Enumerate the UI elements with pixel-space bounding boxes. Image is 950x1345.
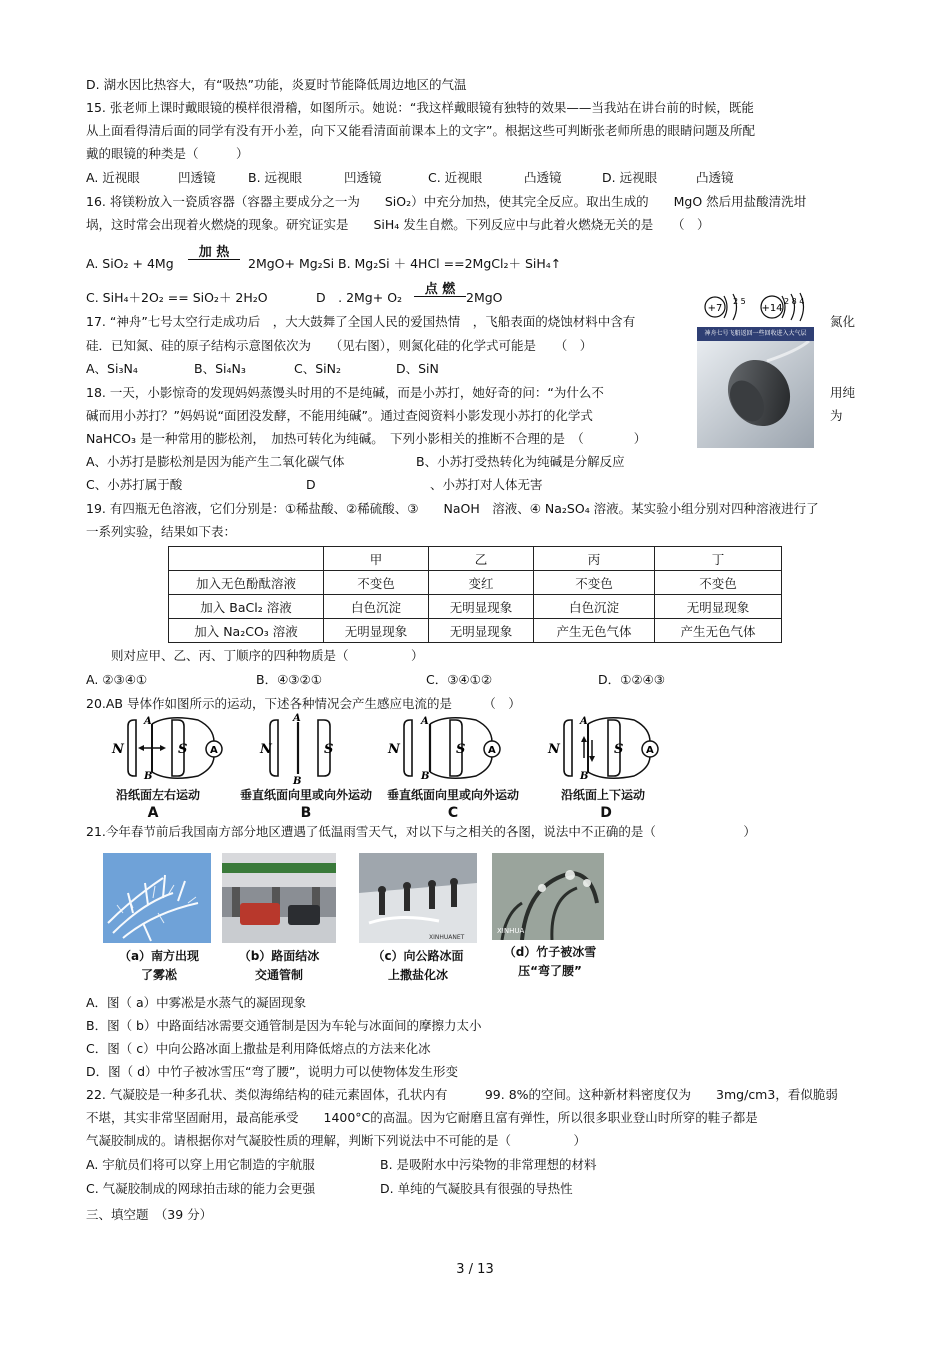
toll-station-icon [222, 853, 336, 943]
q16-reaction-arrow [188, 259, 240, 260]
table-header-cell: 甲 [324, 547, 429, 571]
q16-eq-c: C. SiH₄＋2O₂ == SiO₂＋ 2H₂O [86, 290, 268, 305]
q20-figure-d [544, 712, 664, 784]
table-header-cell [169, 547, 324, 571]
nitrogen-shells: 2 5 [733, 297, 746, 306]
spacecraft-icon [697, 341, 814, 448]
pole-s-label: S [456, 742, 466, 757]
road-workers-icon [359, 853, 477, 943]
table-header-cell: 乙 [429, 547, 534, 571]
q22-option-c: C. 气凝胶制成的网球拍击球的能力会更强 [86, 1181, 316, 1196]
q19-options [86, 672, 706, 688]
table-row [169, 619, 782, 643]
q21-caption-a-1: （a）南方出现 [118, 949, 200, 963]
table-cell: 不变色 [655, 571, 782, 595]
q19-stem-3: 则对应甲、乙、丙、丁顺序的四种物质是（ ） [86, 648, 424, 663]
q21-option-b: B．图（ b）中路面结冰需要交通管制是因为车轮与冰面间的摩擦力太小 [86, 1018, 482, 1033]
salting-road-photo [359, 853, 477, 943]
q17-option: B、Si₄N₃ [194, 361, 246, 376]
q17-stem-1: 17. “神舟”七号太空行走成功后 ，大大鼓舞了全国人民的爱国热情 ，飞船表面的烧蚀材料中含有 [86, 314, 636, 329]
q22-options [86, 1157, 726, 1197]
q22-stem-1: 22. 气凝胶是一种多孔状、类似海绵结构的硅元素固体，孔状内有 99. 8%的空间。这种新材料密度仅为 3mg/cm3，看似脆弱 [86, 1087, 838, 1102]
q17-option: A、Si₃N₄ [86, 361, 138, 376]
silicon-shells: 2 8 4 [784, 297, 805, 306]
q22-option-d: D. 单纯的气凝胶具有很强的导热性 [380, 1181, 573, 1196]
point-a-label: A [421, 716, 429, 727]
point-b-label: B [293, 776, 302, 784]
section-heading: 三、填空题 （39 分） [86, 1207, 213, 1222]
spacecraft-reentry-photo [697, 327, 814, 448]
bent-bamboo-icon [492, 853, 604, 940]
bamboo-snow-photo [492, 853, 604, 940]
q16-equation-row-1 [86, 256, 646, 272]
q15-stem-3: 戴的眼镜的种类是（ ） [86, 146, 249, 161]
nitrogen-nucleus: +7 [707, 303, 723, 314]
pole-n-label: N [112, 742, 124, 757]
table-cell: 无明显现象 [324, 619, 429, 643]
q16-eq-a-left: A. SiO₂ + 4Mg [86, 256, 174, 271]
q15-option: 凸透镜 [696, 170, 734, 185]
q15-stem-2: 从上面看得清后面的同学有没有开小差，向下又能看清面前课本上的文字”。根据这些可判断张老师所患的眼睛问题及所配 [86, 123, 755, 138]
rime-frost-photo [103, 853, 211, 943]
table-cell: 无明显现象 [429, 595, 534, 619]
pole-n-label: N [260, 742, 272, 757]
q22-stem-3: 气凝胶制成的。请根据你对气凝胶性质的理解，判断下列说法中不可能的是（ ） [86, 1133, 587, 1148]
q21-caption-c-2: 上撒盐化冰 [387, 968, 448, 982]
pole-s-label: S [614, 742, 624, 757]
q21-caption-b-1: （b）路面结冰 [238, 949, 320, 963]
q20-figure-c [384, 712, 504, 784]
q19-option: C．③④①② [426, 672, 493, 687]
point-a-label: A [293, 713, 301, 724]
table-cell: 无明显现象 [429, 619, 534, 643]
point-a-label: A [144, 716, 152, 727]
q19-option: B．④③②① [256, 672, 322, 687]
q20-caption-b: 垂直纸面向里或向外运动 [239, 788, 372, 802]
q19-stem-2: 一系列实验，结果如下表： [86, 524, 237, 539]
table-cell: 加入 BaCl₂ 溶液 [169, 595, 324, 619]
q19-option: D．①②④③ [598, 672, 665, 687]
table-cell: 变红 [429, 571, 534, 595]
table-row [169, 595, 782, 619]
q19-option: A. ②③④① [86, 672, 148, 687]
q15-option: B. 远视眼 [248, 170, 303, 185]
q18-option-a: A、小苏打是膨松剂是因为能产生二氧化碳气体 [86, 454, 345, 469]
q20-letter-d: D [600, 805, 612, 821]
q21-option-a: A．图（ a）中雾凇是水蒸气的凝固现象 [86, 995, 307, 1010]
q16-eq-d-left: D . 2Mg+ O₂ [316, 290, 403, 305]
q15-option: 凸透镜 [524, 170, 562, 185]
point-b-label: B [144, 771, 153, 782]
q18-option-c: C、小苏打属于酸 [86, 477, 183, 492]
point-a-label: A [580, 716, 588, 727]
q15-option: C. 近视眼 [428, 170, 483, 185]
q19-stem-1: 19. 有四瓶无色溶液，它们分别是：①稀盐酸、②稀硫酸、③ NaOH 溶液、④ Na₂SO₄ 溶液。某实验小组分别对四种溶液进行了 [86, 501, 819, 516]
q16-stem-2: 埚，这时常会出现着火燃烧的现象。研究证实是 SiH₄ 发生自燃。下列反应中与此着火燃烧无关的是 （ ） [86, 217, 710, 232]
watermark: XINHUA [497, 927, 525, 935]
q16-reaction-arrow-2 [414, 296, 466, 297]
q15-options [86, 170, 786, 186]
q16-ignite-condition: 点 燃 [424, 282, 456, 297]
table-cell: 加入 Na₂CO₃ 溶液 [169, 619, 324, 643]
q21-caption-b-2: 交通管制 [254, 968, 303, 982]
q19-results-table [168, 546, 782, 643]
q17-stem-2: 硅．已知氮、硅的原子结构示意图依次为 （见右图），则氮化硅的化学式可能是 （ ） [86, 338, 593, 353]
table-cell: 加入无色酚酞溶液 [169, 571, 324, 595]
q16-eq-d-right: 2MgO [466, 290, 503, 305]
pole-s-label: S [324, 742, 334, 757]
q15-stem-1: 15. 张老师上课时戴眼镜的模样很滑稽，如图所示。她说：“我这样戴眼镜有独特的效果——当我站在讲台前的时候，既能 [86, 100, 754, 115]
q18-stem-1: 18. 一天，小影惊奇的发现妈妈蒸馒头时用的不是纯碱，而是小苏打，她好奇的问：“为什么不 [86, 385, 604, 400]
q20-caption-c: 垂直纸面向里或向外运动 [386, 788, 519, 802]
q18-stem-1-tail: 用纯 [830, 385, 856, 400]
ammeter-label: A [210, 745, 218, 756]
q15-option: 凹透镜 [344, 170, 382, 185]
q20-letter-b: B [300, 805, 312, 821]
q21-caption-c-1: （c）向公路冰面 [372, 949, 464, 963]
table-header-row [169, 547, 782, 571]
q18-option-d-text: 、小苏打对人体无害 [430, 477, 543, 492]
q20-caption-a: 沿纸面左右运动 [115, 788, 200, 802]
table-cell: 白色沉淀 [324, 595, 429, 619]
icy-road-toll-photo [222, 853, 336, 943]
q16-eq-b: B. Mg₂Si ＋ 4HCl ==2MgCl₂＋ SiH₄↑ [338, 256, 562, 271]
ammeter-label: A [646, 745, 654, 756]
q18-stem-3: NaHCO₃ 是一种常用的膨松剂， 加热可转化为纯碱。 下列小影相关的推断不合理的是 （ ） [86, 431, 647, 446]
q17-option: D、SiN [396, 361, 439, 376]
ammeter-label: A [488, 745, 496, 756]
table-row [169, 571, 782, 595]
table-cell: 产生无色气体 [655, 619, 782, 643]
q17-stem-1-tail: 氮化 [830, 314, 856, 329]
q20-letter-c: C [447, 805, 459, 821]
q21-stem: 21.今年春节前后我国南方部分地区遭遇了低温雨雪天气，对以下与之相关的各图，说法中不正确的是（ ） [86, 824, 756, 839]
q20-caption-d: 沿纸面上下运动 [560, 788, 645, 802]
q20-stem: 20.AB 导体作如图所示的运动，下述各种情况会产生感应电流的是 （ ） [86, 696, 521, 711]
q17-option: C、SiN₂ [294, 361, 341, 376]
table-cell: 不变色 [534, 571, 655, 595]
photo-banner: 神舟七号飞船返回一些回收进入大气层 [697, 327, 814, 341]
table-cell: 产生无色气体 [534, 619, 655, 643]
q21-caption-a-2: 了雾凇 [140, 968, 177, 982]
point-b-label: B [421, 771, 430, 782]
point-b-label: B [580, 771, 589, 782]
q18-stem-2: 碱而用小苏打？”妈妈说“面团没发酵，不能用纯碱”。通过查阅资料小影发现小苏打的化学式 [86, 408, 593, 423]
q18-option-d: D [306, 477, 316, 492]
page-number: 3 / 13 [456, 1262, 494, 1277]
q15-option: A. 近视眼 [86, 170, 140, 185]
table-cell: 无明显现象 [655, 595, 782, 619]
q20-figure-b [252, 712, 352, 784]
q20-letter-a: A [147, 805, 159, 821]
q14-option-d: D. 湖水因比热容大，有“吸热”功能，炎夏时节能降低周边地区的气温 [86, 77, 467, 92]
q21-option-d: D．图（ d）中竹子被冰雪压“弯了腰”，说明力可以使物体发生形变 [86, 1064, 458, 1079]
table-header-cell: 丙 [534, 547, 655, 571]
q17-options [86, 361, 566, 377]
q16-stem-1: 16. 将镁粉放入一瓷质容器（容器主要成分之一为 SiO₂）中充分加热，使其完全反应。取出生成的 MgO 然后用盐酸清洗坩 [86, 194, 807, 209]
q15-option: 凹透镜 [178, 170, 216, 185]
q22-stem-2: 不堪，其实非常坚固耐用，最高能承受 1400°C的高温。因为它耐磨且富有弹性，所以很多职业登山时所穿的鞋子都是 [86, 1110, 758, 1125]
frost-branches-icon [103, 853, 211, 943]
atom-structure-diagram [700, 290, 818, 324]
q18-stem-2-tail: 为 [830, 408, 843, 423]
q20-figure-a [108, 712, 228, 784]
q16-equation-row-2 [86, 290, 606, 306]
table-cell: 不变色 [324, 571, 429, 595]
silicon-nucleus: +14 [761, 303, 783, 314]
q22-option-b: B. 是吸附水中污染物的非常理想的材料 [380, 1157, 597, 1172]
q16-heat-condition: 加 热 [198, 245, 230, 260]
pole-s-label: S [178, 742, 188, 757]
table-header-cell: 丁 [655, 547, 782, 571]
pole-n-label: N [548, 742, 560, 757]
q18-option-b: B、小苏打受热转化为纯碱是分解反应 [416, 454, 625, 469]
watermark: XINHUANET [429, 934, 465, 941]
table-cell: 白色沉淀 [534, 595, 655, 619]
q18-options [86, 454, 686, 494]
q15-option: D. 远视眼 [602, 170, 658, 185]
q21-caption-d-1: （d）竹子被冰雪 [503, 945, 597, 959]
q16-eq-a-right: 2MgO+ Mg₂Si [248, 256, 335, 271]
q21-caption-d-2: 压“弯了腰” [518, 964, 582, 978]
q21-option-c: C．图（ c）中向公路冰面上撒盐是利用降低熔点的方法来化冰 [86, 1041, 431, 1056]
q22-option-a: A. 宇航员们将可以穿上用它制造的宇航服 [86, 1157, 315, 1172]
pole-n-label: N [388, 742, 400, 757]
